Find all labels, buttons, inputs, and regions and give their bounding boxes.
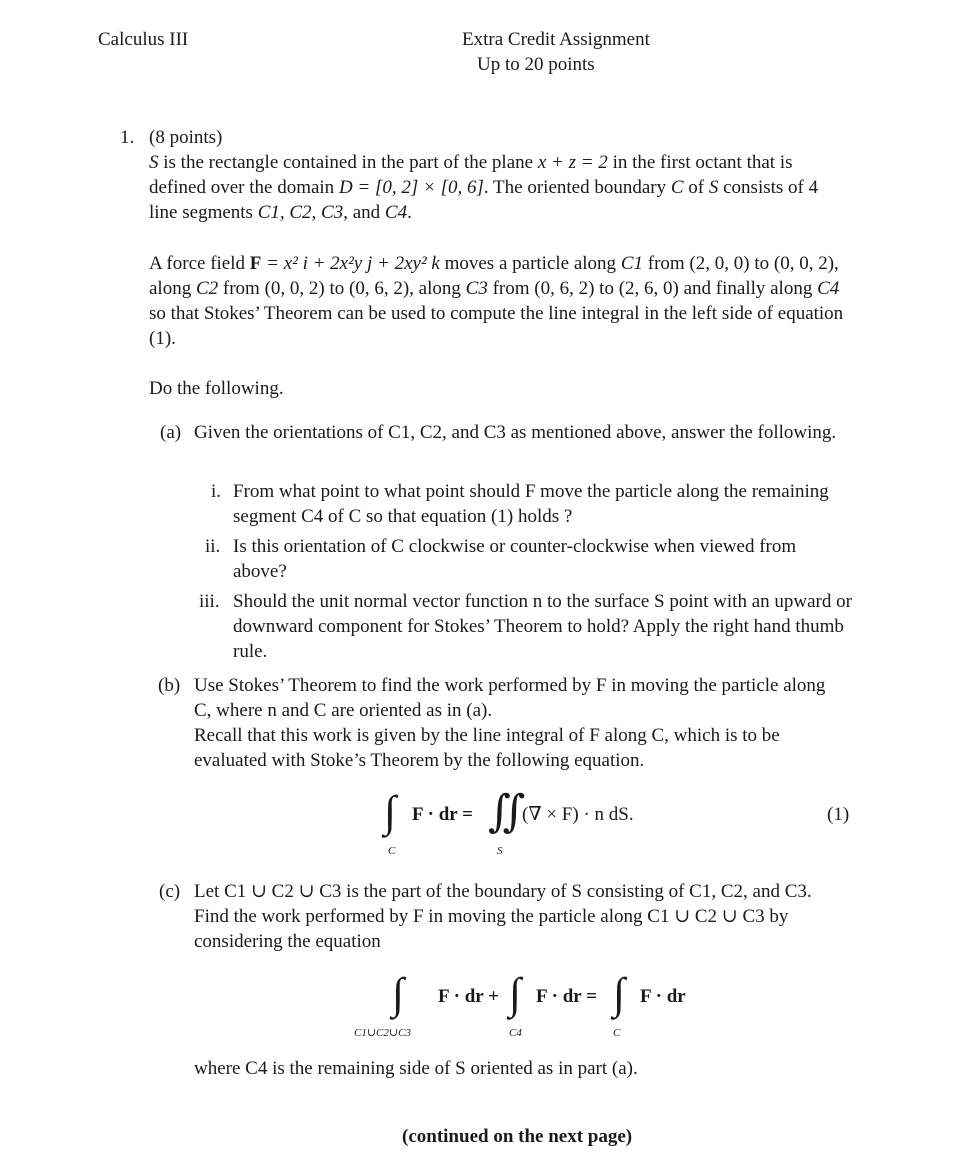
problem-number: 1. bbox=[120, 127, 135, 148]
points-subtitle: Up to 20 points bbox=[477, 54, 595, 75]
part-b-text-2: Recall that this work is given by the line integral of F along C, which is to be evaluated with Stoke’s Theorem by the following equation. bbox=[194, 725, 780, 771]
equation-term-2: F · dr = bbox=[536, 986, 597, 1007]
force-field-paragraph: A force field F = x² i + 2x²y j + 2xy² k moves a particle along C1 from (2, 0, 0) to (0, 0, 2), along C2 from (0, 0, 2) to (0, 6, 2), along C3 from (0, 6, 2) to (2, 6, 0) and finally along C4 so that Stokes’ Theorem can be used to compute the line integral in the left side of equation (1). bbox=[149, 253, 844, 349]
part-b-text-1: Use Stokes’ Theorem to find the work performed by F in moving the particle along C, where n and C are oriented as in (a). bbox=[194, 675, 826, 721]
part-c-label: (c) bbox=[159, 881, 181, 902]
continued-footer: (continued on the next page) bbox=[402, 1126, 633, 1147]
equation-number: (1) bbox=[827, 804, 850, 825]
integral-sign: ∫ bbox=[384, 787, 397, 836]
part-a-iii-label: iii. bbox=[199, 591, 220, 612]
part-c-after: where C4 is the remaining side of S oriented as in part (a). bbox=[194, 1058, 638, 1079]
part-c-text: Let C1 ∪ C2 ∪ C3 is the part of the boundary of S consisting of C1, C2, and C3. Find the work performed by F in moving the particle along C1 ∪ C2 ∪ C3 by considering the equation bbox=[194, 881, 812, 952]
assignment-title: Extra Credit Assignment bbox=[462, 29, 650, 50]
problem-points: (8 points) bbox=[149, 127, 223, 148]
integral-sign-2: ∫ bbox=[509, 969, 522, 1018]
integral-limit-s: S bbox=[497, 845, 503, 857]
part-b-label: (b) bbox=[158, 675, 181, 696]
integral-limit-c: C bbox=[388, 845, 396, 857]
integral-sign-3: ∫ bbox=[613, 969, 626, 1018]
equation-term-3: F · dr bbox=[640, 986, 686, 1007]
course-name: Calculus III bbox=[98, 29, 189, 50]
equation-lhs: F · dr = bbox=[412, 804, 473, 825]
part-a-text: Given the orientations of C1, C2, and C3 as mentioned above, answer the following. bbox=[194, 422, 837, 443]
equation-rhs: (∇ × F) · n dS. bbox=[522, 804, 634, 825]
double-integral-sign: ∬ bbox=[488, 787, 526, 836]
part-a-ii-label: ii. bbox=[205, 536, 221, 557]
integral-limit-union: C1∪C2∪C3 bbox=[354, 1027, 411, 1039]
integral-sign-1: ∫ bbox=[392, 969, 405, 1018]
part-a-i-label: i. bbox=[211, 481, 222, 502]
integral-limit-c4: C4 bbox=[509, 1027, 522, 1039]
intro-paragraph: S is the rectangle contained in the part of the plane x + z = 2 in the first octant that is defined over the domain D = [0, 2] × [0, 6]. The oriented boundary C of S consists of 4 line segments C1, C2, C3, and C4. bbox=[149, 152, 819, 223]
part-a-ii-text: Is this orientation of C clockwise or counter-clockwise when viewed from above? bbox=[233, 536, 797, 582]
part-a-label: (a) bbox=[160, 422, 182, 443]
instructions: Do the following. bbox=[149, 378, 284, 399]
integral-limit-c-final: C bbox=[613, 1027, 621, 1039]
part-a-i-text: From what point to what point should F move the particle along the remaining segment C4 of C so that equation (1) holds ? bbox=[233, 481, 829, 527]
part-a-iii-text: Should the unit normal vector function n to the surface S point with an upward or downward component for Stokes’ Theorem to hold? Apply the right hand thumb rule. bbox=[233, 591, 852, 662]
equation-term-1: F · dr + bbox=[438, 986, 499, 1007]
